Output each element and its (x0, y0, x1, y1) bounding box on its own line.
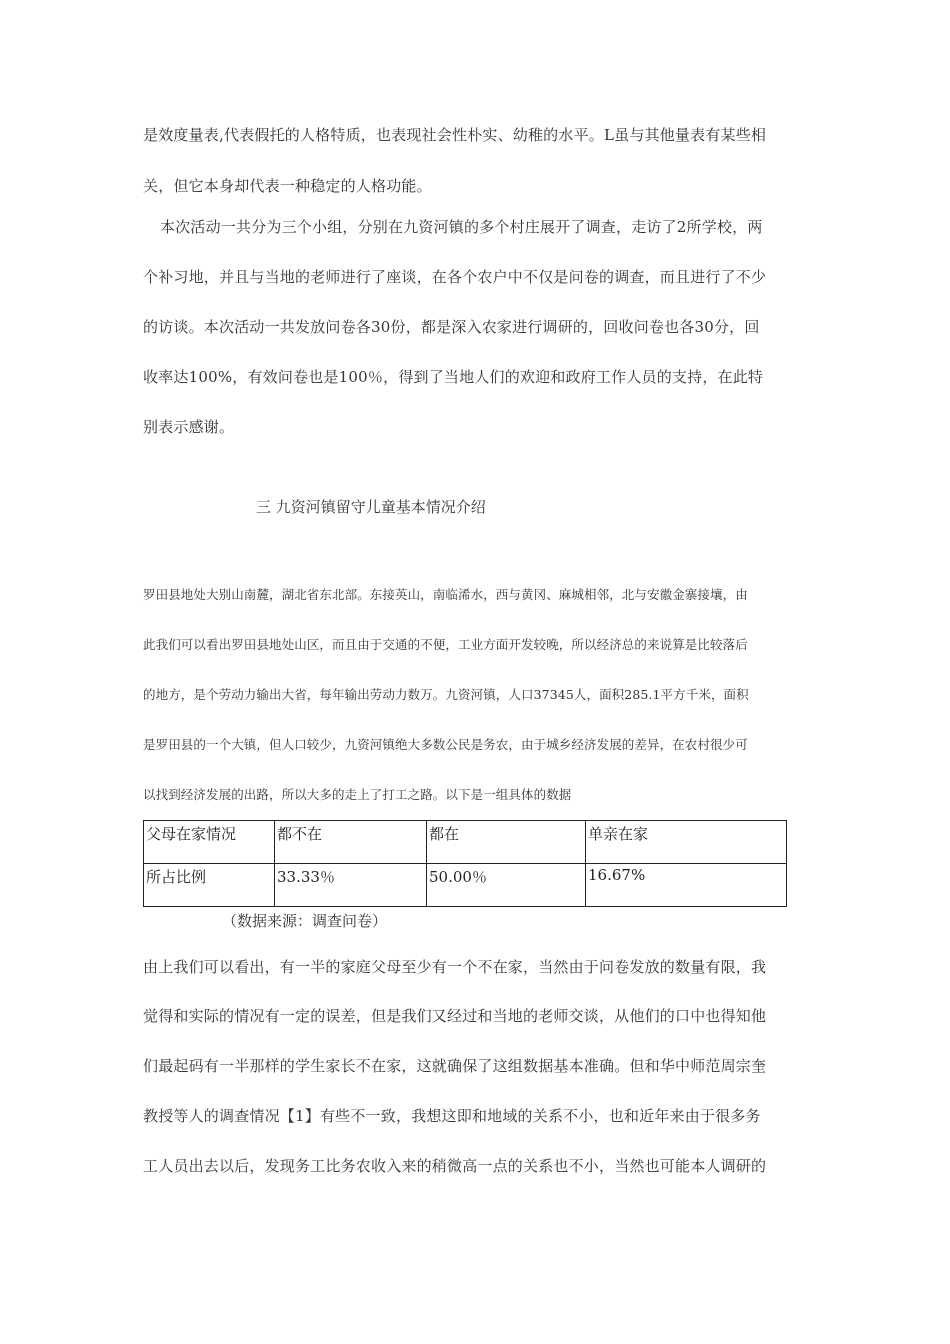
region-line-4: 是罗田县的一个大镇，但人口较少，九资河镇绝大多数公民是务农，由于城乡经济发展的差异，在农村很少可 (143, 737, 748, 752)
table-caption: （数据来源：调查问卷） (222, 912, 388, 930)
table-header-cell: 都在 (427, 821, 586, 864)
section-heading: 三 九资河镇留守儿童基本情况介绍 (256, 498, 486, 516)
analysis-line-2: 觉得和实际的情况有一定的误差，但是我们又经过和当地的老师交谈，从他们的口中也得知他 (143, 1007, 767, 1025)
activity-line-1: 本次活动一共分为三个小组，分别在九资河镇的多个村庄展开了调查，走访了2所学校，两 (160, 218, 763, 236)
activity-line-2: 个补习地，并且与当地的老师进行了座谈，在各个农户中不仅是问卷的调查，而且进行了不少 (143, 268, 767, 286)
region-line-5: 以找到经济发展的出路，所以大多的走上了打工之路。以下是一组具体的数据 (143, 787, 572, 802)
activity-line-3: 的访谈。本次活动一共发放问卷各30份，都是深入农家进行调研的，回收问卷也各30分，回 (143, 318, 760, 336)
intro-line-1: 是效度量表,代表假托的人格特质，也表现社会性朴实、幼稚的水平。L虽与其他量表有某些相 (143, 126, 767, 144)
table-cell: 50.00％ (427, 864, 586, 907)
intro-line-2: 关，但它本身却代表一种稳定的人格功能。 (143, 177, 432, 195)
parent-status-table (143, 820, 787, 907)
analysis-line-3: 们最起码有一半那样的学生家长不在家，这就确保了这组数据基本准确。但和华中师范周宗奎 (143, 1057, 767, 1075)
table-cell: 所占比例 (144, 864, 275, 907)
region-line-3: 的地方，是个劳动力输出大省，每年输出劳动力数万。九资河镇，人口37345人，面积285.1平方千米，面积 (143, 687, 749, 702)
table-row (144, 864, 787, 907)
analysis-line-4: 教授等人的调查情况【1】有些不一致，我想这即和地域的关系不小，也和近年来由于很多务 (143, 1107, 761, 1125)
table-cell: 16.67% (586, 864, 787, 907)
analysis-line-1: 由上我们可以看出，有一半的家庭父母至少有一个不在家，当然由于问卷发放的数量有限，我 (143, 958, 767, 976)
table-header-cell: 父母在家情况 (144, 821, 275, 864)
table-header-cell: 单亲在家 (586, 821, 787, 864)
table-header-cell: 都不在 (275, 821, 427, 864)
activity-line-4: 收率达100%，有效问卷也是100％，得到了当地人们的欢迎和政府工作人员的支持，在此特 (143, 368, 764, 386)
region-line-2: 此我们可以看出罗田县地处山区，而且由于交通的不便，工业方面开发较晚，所以经济总的来说算是比较落后 (143, 637, 748, 652)
analysis-line-5: 工人员出去以后，发现务工比务农收入来的稍微高一点的关系也不小，当然也可能本人调研的 (143, 1157, 767, 1175)
region-line-1: 罗田县地处大别山南麓，湖北省东北部。东接英山，南临浠水，西与黄冈、麻城相邻，北与安徽金寨接壤，由 (143, 587, 748, 602)
table-cell: 33.33％ (275, 864, 427, 907)
activity-line-5: 别表示感谢。 (143, 418, 235, 436)
table-header-row (144, 821, 787, 864)
